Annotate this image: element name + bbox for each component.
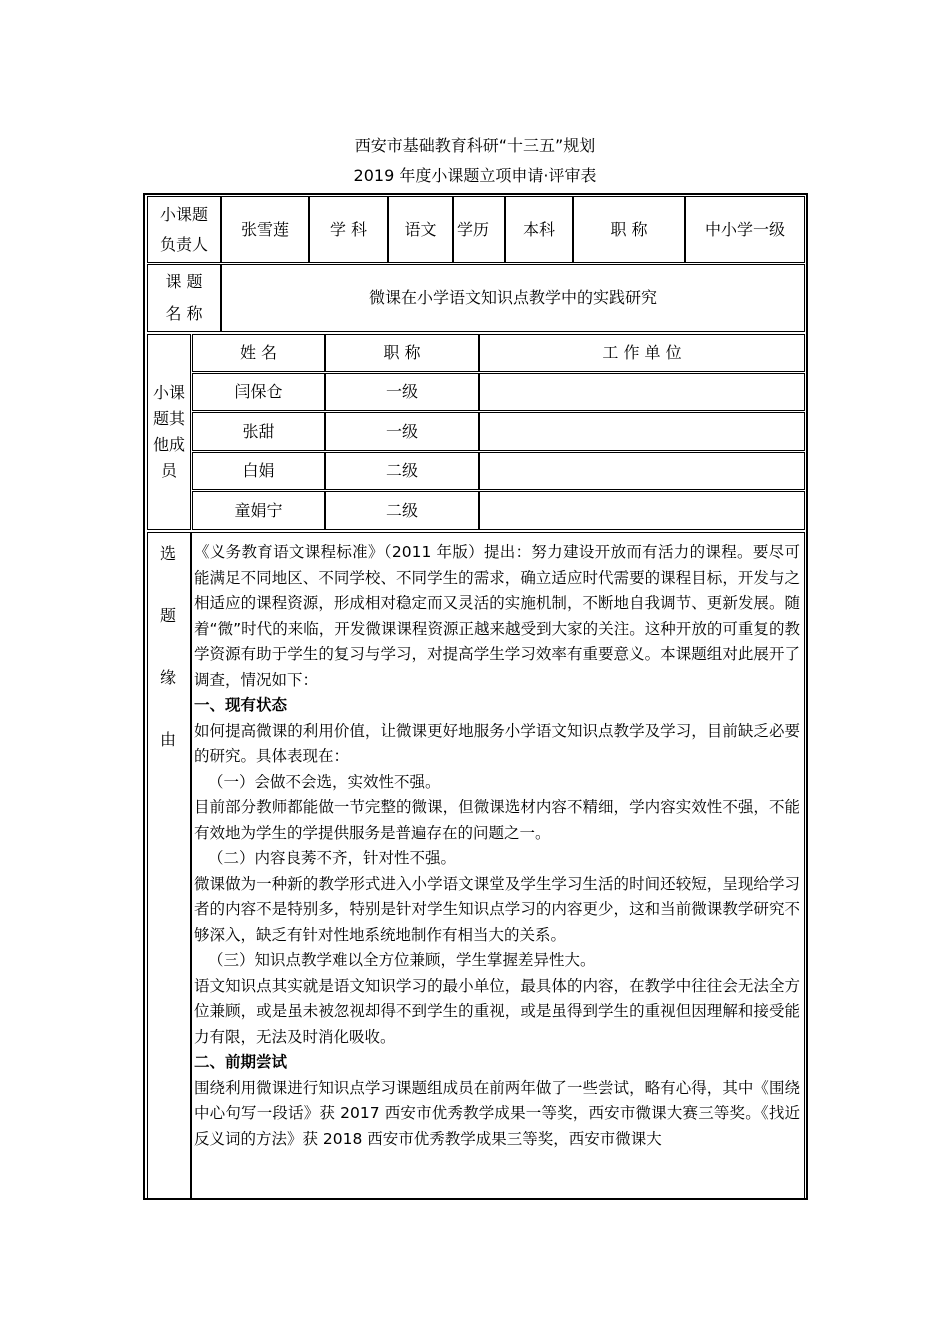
subheading: （一）会做不会选，实效性不强。 xyxy=(208,772,441,791)
member-unit xyxy=(479,491,805,530)
paragraph: 微课做为一种新的教学形式进入小学语文课堂及学生学习生活的时间还较短，呈现给学习者的内容不是特别多，特别是针对学生知识点学习的内容更少，这和当前微课教学研究不够深入，缺乏有针对性地系统地制作有相当大的关系。 xyxy=(194,874,800,944)
member-title: 二级 xyxy=(385,461,418,480)
members-side-label: 小课题其他成员 xyxy=(152,383,185,480)
title-line-1: 西安市基础教育科研“十三五”规划 xyxy=(354,136,596,155)
education-value: 本科 xyxy=(522,219,555,239)
section-heading: 一、现有状态 xyxy=(194,696,288,714)
reason-side-char: 由 xyxy=(159,730,176,749)
title-label: 职 称 xyxy=(610,219,648,239)
title-value: 中小学一级 xyxy=(704,219,785,239)
reason-side-cell xyxy=(147,532,191,1198)
members-header-unit: 工 作 单 位 xyxy=(602,343,682,362)
members-header-name: 姓 名 xyxy=(239,343,278,362)
members-header-title: 职 称 xyxy=(383,343,421,362)
paragraph: 语文知识点其实就是语文知识学习的最小单位，最具体的内容，在教学中往往会无法全方位兼顾，或是虽未被忽视却得不到学生的重视，或是虽得到学生的重视但因理解和接受能力有限，无法及时消化吸收。 xyxy=(194,976,800,1046)
member-unit xyxy=(479,373,805,411)
reason-side-char: 缘 xyxy=(159,668,176,687)
member-unit xyxy=(479,452,805,490)
member-title: 二级 xyxy=(385,500,418,520)
subject-value: 语文 xyxy=(404,219,437,239)
leader-label: 小课题负责人 xyxy=(159,204,208,254)
leader-name: 张雪莲 xyxy=(240,219,289,239)
reason-side-char: 题 xyxy=(159,606,176,625)
member-name: 张甜 xyxy=(242,421,275,441)
education-label: 学历 xyxy=(456,219,489,239)
member-name: 闫保仓 xyxy=(234,382,283,401)
member-name: 童娟宁 xyxy=(234,500,283,520)
subheading: （三）知识点教学难以全方位兼顾，学生掌握差异性大。 xyxy=(208,951,596,969)
reason-text xyxy=(194,540,800,1152)
paragraph: 如何提高微课的利用价值，让微课更好地服务小学语文知识点教学及学习，目前缺乏必要的研究。具体表现在： xyxy=(194,721,800,765)
member-unit xyxy=(479,412,805,451)
title-line-2: 2019 年度小课题立项申请·评审表 xyxy=(353,166,597,185)
subheading: （二）内容良莠不齐，针对性不强。 xyxy=(208,849,457,867)
section-heading: 二、前期尝试 xyxy=(194,1053,288,1071)
topic-label-line-2: 名 称 xyxy=(165,304,203,323)
member-title: 一级 xyxy=(385,382,418,401)
member-title: 一级 xyxy=(385,421,418,441)
reason-intro: 《义务教育语文课程标准》（2011 年版）提出：努力建设开放而有活力的课程。要尽可能满足不同地区、不同学校、不同学生的需求，确立适应时代需要的课程目标，开发与之相适应的课程资源，形成相对稳定而又灵活的实施机制，不断地自我调节、更新发展。随着“微”时代的来临，开发微课课程资源正越来越受到大家的关注。这种开放的可重复的教学资源有助于学生的复习与学习，对提高学生学习效率有重要意义。本课题组对此展开了调查，情况如下： xyxy=(194,543,800,689)
topic-value: 微课在小学语文知识点教学中的实践研究 xyxy=(368,288,657,307)
paragraph: 围绕利用微课进行知识点学习课题组成员在前两年做了一些尝试，略有心得，其中《围绕中心句写一段话》获 2017 西安市优秀教学成果一等奖，西安市微课大赛三等奖。《找近反义词的方法》获 2018 西安市优秀教学成果三等奖，西安市微课大 xyxy=(194,1078,800,1148)
reason-side-char: 选 xyxy=(159,544,176,563)
topic-label-line-1: 课 题 xyxy=(165,272,203,291)
paragraph: 目前部分教师都能做一节完整的微课，但微课选材内容不精细，学内容实效性不强，不能有效地为学生的学提供服务是普遍存在的问题之一。 xyxy=(194,798,800,842)
subject-label: 学 科 xyxy=(329,219,368,239)
member-name: 白娟 xyxy=(242,461,275,480)
